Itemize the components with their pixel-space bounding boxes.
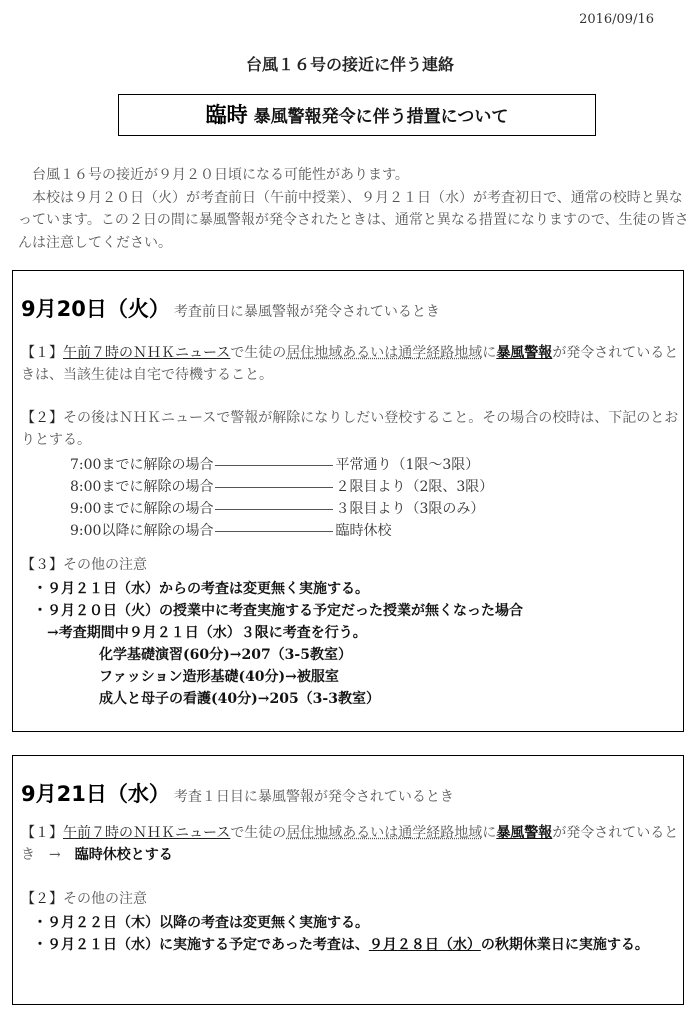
text-segment: が発令されているとき →	[21, 825, 679, 863]
section-sep20	[12, 270, 684, 732]
boxed-heading-text: 暴風警報発令に伴う措置について	[253, 107, 509, 127]
item-bracket: 【１】	[21, 825, 63, 841]
leader-line	[215, 487, 333, 488]
item-bracket: 【２】	[21, 891, 63, 907]
text-segment: ・９月２１日（水）に実施する予定であった考査は、	[33, 937, 369, 953]
section-sep20-subtitle: 考査前日に暴風警報が発令されているとき	[173, 304, 440, 320]
item-bracket: 【１】	[21, 345, 63, 361]
closure-result: 臨時休校とする	[74, 846, 173, 863]
note-bullet: ・９月２０日（火）の授業中に考査実施する予定だった授業が無くなった場合	[33, 603, 523, 619]
section-sep20-header	[21, 293, 440, 323]
schedule-result: ２限目より（2限、3限）	[335, 479, 494, 495]
course-row: 成人と母子の看護(40分)→205（3-3教室）	[99, 691, 380, 707]
schedule-row	[70, 454, 479, 474]
text-segment: その後はＮＨＫニュースで警報が解除になりしだい登校すること。その場合の校時は、下記のとおりとする。	[21, 410, 679, 448]
sep21-item-1	[21, 823, 681, 866]
course-row: ファッション造形基礎(40分)→被服室	[99, 669, 339, 685]
boxed-heading-emphasis: 臨時	[205, 103, 248, 127]
notice-title: 台風１６号の接近に伴う連絡	[245, 55, 454, 74]
intro-line-2: 本校は９月２０日（火）が考査前日（午前中授業）、９月２１日（水）が考査初日で、通常の校時と異なっています。この２日の間に暴風警報が発令されたときは、通常と異なる措置になりますので、生徒の皆さんは注意してください。	[18, 189, 689, 251]
schedule-row	[70, 476, 493, 496]
section-sep21-date: 9月21日（水）	[21, 782, 170, 806]
text-segment: に	[482, 825, 497, 841]
schedule-condition: 9:00以降に解除の場合	[70, 523, 214, 539]
note-sub: →考査期間中９月２１日（水）３限に考査を行う。	[47, 625, 367, 641]
issue-date: 2016/09/16	[579, 12, 654, 27]
schedule-result: 臨時休校	[335, 523, 392, 539]
sep20-item-3	[21, 555, 681, 577]
section-sep21-header	[21, 778, 454, 808]
leader-line	[215, 509, 333, 510]
sep20-item-2	[21, 408, 681, 451]
schedule-row	[70, 520, 391, 540]
schedule-result: 平常通り（1限～3限）	[335, 457, 480, 473]
text-segment: その他の注意	[63, 891, 147, 907]
text-segment: が発令されているときは、当該生徒は自宅で待機すること。	[21, 345, 679, 383]
schedule-condition: 9:00までに解除の場合	[70, 501, 214, 517]
news-time: 午前７時のＮＨＫニュース	[63, 825, 231, 841]
schedule-result: ３限目より（3限のみ）	[335, 501, 485, 517]
boxed-heading	[118, 94, 596, 136]
text-segment: で生徒の	[230, 345, 287, 361]
storm-warning: 暴風警報	[496, 825, 553, 841]
news-time: 午前７時のＮＨＫニュース	[63, 345, 231, 361]
item-bracket: 【３】	[21, 557, 63, 573]
residence-area: 居住地域あるいは通学経路地域	[286, 825, 483, 841]
section-sep21	[12, 755, 684, 1005]
item-bracket: 【２】	[21, 410, 63, 426]
note-bullet	[33, 934, 673, 956]
residence-area: 居住地域あるいは通学経路地域	[286, 345, 483, 361]
intro-line-1: 台風１６号の接近が９月２０日頃になる可能性があります。	[32, 167, 409, 183]
intro-text	[18, 164, 690, 254]
text-segment: の秋期休業日に実施する。	[480, 937, 649, 953]
sep20-item-1	[21, 343, 681, 386]
section-sep21-subtitle: 考査１日目に暴風警報が発令されているとき	[173, 789, 454, 805]
schedule-condition: 8:00までに解除の場合	[70, 479, 214, 495]
makeup-date: ９月２８日（水）	[368, 937, 481, 953]
text-segment: で生徒の	[230, 825, 287, 841]
section-sep20-date: 9月20日（火）	[21, 297, 170, 321]
leader-line	[215, 465, 333, 466]
text-segment: その他の注意	[63, 557, 147, 573]
schedule-condition: 7:00までに解除の場合	[70, 457, 214, 473]
note-bullet: ・９月２２日（木）以降の考査は変更無く実施する。	[33, 915, 369, 931]
note-bullet: ・９月２１日（水）からの考査は変更無く実施する。	[33, 581, 369, 597]
course-row: 化学基礎演習(60分)→207（3-5教室）	[99, 647, 352, 663]
sep21-item-2	[21, 889, 681, 911]
text-segment: に	[482, 345, 497, 361]
leader-line	[215, 531, 333, 532]
storm-warning: 暴風警報	[496, 345, 553, 361]
schedule-row	[70, 498, 484, 518]
